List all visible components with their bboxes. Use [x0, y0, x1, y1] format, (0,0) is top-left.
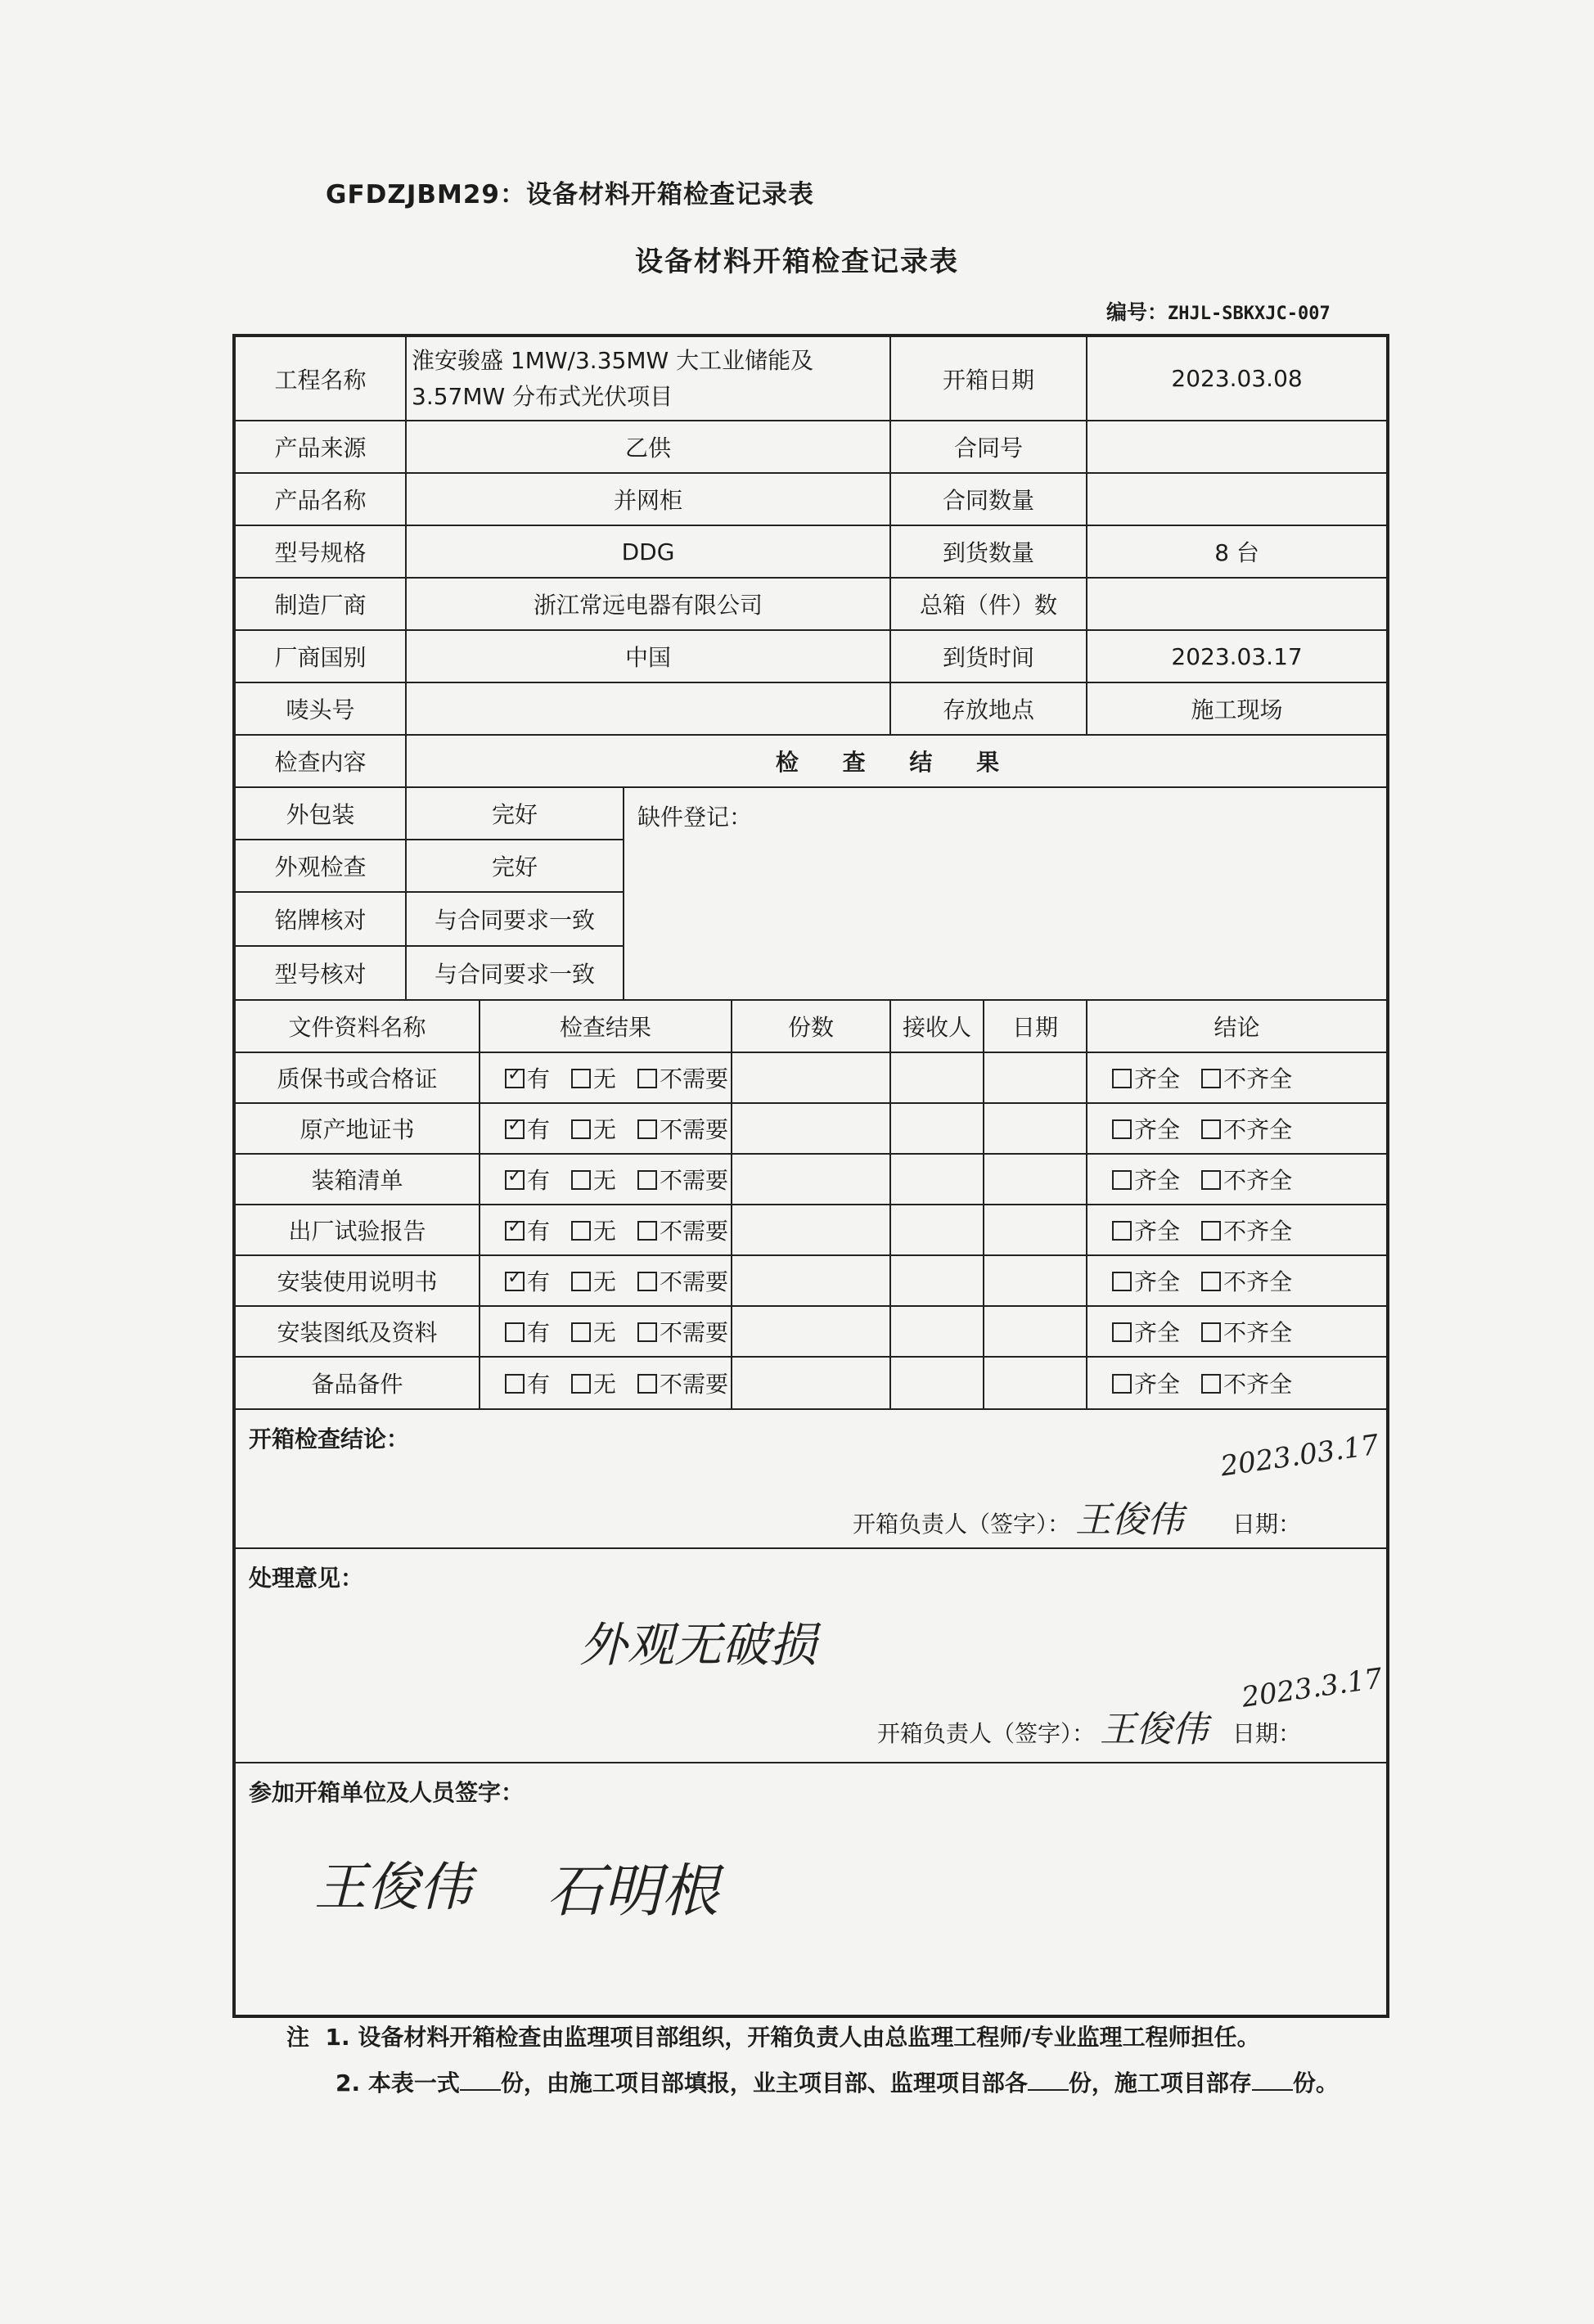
- doc-row-receiver: [890, 1052, 984, 1103]
- checkbox-not-needed[interactable]: 不需要: [637, 1112, 728, 1145]
- doc-header-receiver: 接收人: [890, 1000, 984, 1052]
- doc-row-date: [984, 1306, 1087, 1357]
- opinion-sign-label: 开箱负责人（签字）：: [877, 1720, 1096, 1747]
- doc-row-copies: [732, 1255, 890, 1306]
- doc-row-conclusion: [1087, 1154, 1388, 1205]
- arrival-time-value: 2023.03.17: [1087, 630, 1388, 682]
- checkbox-no[interactable]: 无: [571, 1112, 616, 1145]
- note-prefix: 注: [286, 2024, 310, 2051]
- doc-row-copies: [732, 1154, 890, 1205]
- conclusion-date-label: 日期：: [1232, 1511, 1302, 1538]
- checkbox-yes[interactable]: ✓ 有: [505, 1214, 550, 1246]
- doc-row-name: 安装图纸及资料: [234, 1306, 480, 1357]
- maker-value: 浙江常远电器有限公司: [406, 578, 890, 630]
- checkbox-no[interactable]: 无: [571, 1061, 616, 1094]
- doc-row-name: 装箱清单: [234, 1154, 480, 1205]
- table-row: [234, 1255, 1388, 1306]
- doc-header-copies: 份数: [732, 1000, 890, 1052]
- storage-value: 施工现场: [1087, 682, 1388, 735]
- project-name-value: 淮安骏盛 1MW/3.35MW 大工业储能及 3.57MW 分布式光伏项目: [406, 336, 890, 421]
- product-name-value: 并网柜: [406, 473, 890, 525]
- model-label: 型号规格: [234, 525, 406, 578]
- doc-row-result: [480, 1306, 732, 1357]
- doc-row-result: [480, 1357, 732, 1409]
- doc-row-copies: [732, 1052, 890, 1103]
- defect-register: [624, 787, 1388, 1000]
- checkbox-icon: [1201, 1221, 1221, 1241]
- doc-header-date: 日期: [984, 1000, 1087, 1052]
- checkbox-incomplete[interactable]: 不齐全: [1201, 1367, 1292, 1399]
- doc-row-receiver: [890, 1154, 984, 1205]
- checkbox-no[interactable]: 无: [571, 1264, 616, 1297]
- note-line-2: 2. 本表一式 份，由施工项目部填报，业主项目部、监理项目部各 份，施工项目部存 份。: [335, 2070, 1339, 2097]
- doc-row-receiver: [890, 1357, 984, 1409]
- doc-row-date: [984, 1205, 1087, 1255]
- checkbox-incomplete[interactable]: 不齐全: [1201, 1214, 1292, 1246]
- table-row: [234, 1052, 1388, 1103]
- inspection-row-value: 完好: [406, 840, 624, 892]
- checkbox-icon: [1201, 1069, 1221, 1088]
- conclusion-label: 开箱检查结论：: [249, 1425, 410, 1452]
- table-row: [234, 1154, 1388, 1205]
- open-date-value: 2023.03.08: [1087, 336, 1388, 421]
- model-value: DDG: [406, 525, 890, 578]
- checkbox-not-needed[interactable]: 不需要: [637, 1367, 728, 1399]
- checkbox-complete[interactable]: 齐全: [1112, 1112, 1180, 1145]
- country-value: 中国: [406, 630, 890, 682]
- doc-row-result: [480, 1154, 732, 1205]
- checkbox-yes[interactable]: ✓ 有: [505, 1112, 550, 1145]
- table-row: [234, 1357, 1388, 1409]
- checkbox-icon: [571, 1170, 591, 1190]
- doc-header-conclusion: 结论: [1087, 1000, 1388, 1052]
- checkbox-icon: [571, 1374, 591, 1394]
- contract-no-value: [1087, 421, 1388, 473]
- table-row: [234, 1205, 1388, 1255]
- doc-row-receiver: [890, 1306, 984, 1357]
- checkbox-icon: [1112, 1221, 1132, 1241]
- doc-row-receiver: [890, 1255, 984, 1306]
- checkbox-checked-icon: [505, 1221, 525, 1241]
- checkbox-incomplete[interactable]: 不齐全: [1201, 1315, 1292, 1348]
- contract-no-label: 合同号: [890, 421, 1087, 473]
- doc-row-date: [984, 1357, 1087, 1409]
- opinion-signature: 王俊伟: [1100, 1709, 1209, 1750]
- checkbox-icon: [637, 1272, 657, 1291]
- inspection-content-label: 检查内容: [234, 735, 406, 787]
- inspection-result-label: 检 查 结 果: [406, 735, 1388, 787]
- opinion-section: [234, 1548, 1388, 1763]
- serial-label: 编号：: [1106, 300, 1168, 324]
- opinion-handwritten: 外观无破损: [579, 1617, 817, 1673]
- checkbox-no[interactable]: 无: [571, 1214, 616, 1246]
- opinion-sign-date: 2023.3.17: [1240, 1662, 1385, 1714]
- inspection-row-label: 铭牌核对: [234, 892, 406, 946]
- doc-row-conclusion: [1087, 1306, 1388, 1357]
- doc-row-conclusion: [1087, 1103, 1388, 1154]
- checkbox-icon: [637, 1170, 657, 1190]
- opinion-sign-line: [877, 1700, 1301, 1752]
- checkbox-icon: [571, 1069, 591, 1088]
- form-notes: [286, 2015, 1339, 2106]
- box-count-value: [1087, 578, 1388, 630]
- doc-row-date: [984, 1052, 1087, 1103]
- inspection-row-label: 外包装: [234, 787, 406, 840]
- checkbox-icon: [571, 1272, 591, 1291]
- storage-label: 存放地点: [890, 682, 1087, 735]
- checkbox-icon: [1112, 1119, 1132, 1139]
- checkbox-checked-icon: [505, 1272, 525, 1291]
- checkbox-not-needed[interactable]: 不需要: [637, 1214, 728, 1246]
- checkbox-incomplete[interactable]: 不齐全: [1201, 1112, 1292, 1145]
- doc-row-result: [480, 1052, 732, 1103]
- doc-row-name: 备品备件: [234, 1357, 480, 1409]
- doc-row-date: [984, 1103, 1087, 1154]
- inspection-row-value: 完好: [406, 787, 624, 840]
- checkbox-icon: [1201, 1322, 1221, 1342]
- doc-row-date: [984, 1255, 1087, 1306]
- conclusion-sign-label: 开箱负责人（签字）：: [853, 1511, 1071, 1538]
- checkbox-incomplete[interactable]: 不齐全: [1201, 1264, 1292, 1297]
- checkbox-not-needed[interactable]: 不需要: [637, 1061, 728, 1094]
- serial-number: [1106, 296, 1331, 326]
- checkbox-icon: [1201, 1170, 1221, 1190]
- checkbox-icon: [637, 1069, 657, 1088]
- doc-row-result: [480, 1205, 732, 1255]
- arrival-qty-value: 8 台: [1087, 525, 1388, 578]
- table-row: [234, 1306, 1388, 1357]
- checkbox-icon: [505, 1322, 525, 1342]
- checkbox-icon: [1112, 1069, 1132, 1088]
- checkbox-not-needed[interactable]: 不需要: [637, 1264, 728, 1297]
- product-name-label: 产品名称: [234, 473, 406, 525]
- checkbox-icon: [637, 1221, 657, 1241]
- contract-qty-value: [1087, 473, 1388, 525]
- checkbox-not-needed[interactable]: 不需要: [637, 1163, 728, 1196]
- doc-header-result: 检查结果: [480, 1000, 732, 1052]
- contract-qty-label: 合同数量: [890, 473, 1087, 525]
- checkbox-icon: [637, 1322, 657, 1342]
- checkbox-complete[interactable]: 齐全: [1112, 1315, 1180, 1348]
- checkbox-yes[interactable]: ✓ 有: [505, 1163, 550, 1196]
- checkbox-icon: [1112, 1322, 1132, 1342]
- doc-code: GFDZJBM29：设备材料开箱检查记录表: [326, 180, 814, 209]
- conclusion-section: [234, 1409, 1388, 1548]
- mark-label: 唛头号: [234, 682, 406, 735]
- doc-row-conclusion: [1087, 1052, 1388, 1103]
- inspection-row-label: 型号核对: [234, 946, 406, 1000]
- checkbox-yes[interactable]: 有: [505, 1367, 550, 1399]
- checkbox-complete[interactable]: 齐全: [1112, 1367, 1180, 1399]
- table-row: [234, 1103, 1388, 1154]
- checkbox-no[interactable]: 无: [571, 1315, 616, 1348]
- inspection-row-value: 与合同要求一致: [406, 946, 624, 1000]
- doc-row-copies: [732, 1103, 890, 1154]
- opinion-label: 处理意见：: [249, 1565, 364, 1592]
- checkbox-icon: [1112, 1170, 1132, 1190]
- conclusion-signature: 王俊伟: [1075, 1499, 1184, 1541]
- checkbox-complete[interactable]: 齐全: [1112, 1214, 1180, 1246]
- checkbox-icon: [571, 1119, 591, 1139]
- checkbox-yes[interactable]: ✓ 有: [505, 1061, 550, 1094]
- checkbox-icon: [1201, 1374, 1221, 1394]
- checkbox-incomplete[interactable]: 不齐全: [1201, 1163, 1292, 1196]
- doc-row-conclusion: [1087, 1357, 1388, 1409]
- participant-signature-2: 石明根: [547, 1858, 718, 1925]
- checkbox-checked-icon: [505, 1119, 525, 1139]
- doc-row-name: 安装使用说明书: [234, 1255, 480, 1306]
- mark-value: [406, 682, 890, 735]
- checkbox-checked-icon: [505, 1170, 525, 1190]
- serial-value: ZHJL-SBKXJC-007: [1168, 304, 1331, 324]
- project-name-label: 工程名称: [234, 336, 406, 421]
- doc-row-copies: [732, 1357, 890, 1409]
- doc-header-name: 文件资料名称: [234, 1000, 480, 1052]
- checkbox-icon: [637, 1119, 657, 1139]
- checkbox-incomplete[interactable]: 不齐全: [1201, 1061, 1292, 1094]
- note-line-1: 注 1. 设备材料开箱检查由监理项目部组织，开箱负责人由总监理工程师/专业监理工程师担任。: [286, 2024, 1260, 2051]
- participants-label: 参加开箱单位及人员签字：: [249, 1779, 525, 1806]
- checkbox-complete[interactable]: 齐全: [1112, 1061, 1180, 1094]
- open-date-label: 开箱日期: [890, 336, 1087, 421]
- checkbox-icon: [571, 1322, 591, 1342]
- source-value: 乙供: [406, 421, 890, 473]
- checkbox-not-needed[interactable]: 不需要: [637, 1315, 728, 1348]
- doc-row-name: 出厂试验报告: [234, 1205, 480, 1255]
- doc-row-conclusion: [1087, 1255, 1388, 1306]
- source-label: 产品来源: [234, 421, 406, 473]
- checkbox-icon: [505, 1374, 525, 1394]
- doc-row-date: [984, 1154, 1087, 1205]
- checkbox-no[interactable]: 无: [571, 1367, 616, 1399]
- doc-row-copies: [732, 1205, 890, 1255]
- inspection-row-label: 外观检查: [234, 840, 406, 892]
- box-count-label: 总箱（件）数: [890, 578, 1087, 630]
- doc-row-result: [480, 1103, 732, 1154]
- doc-row-name: 质保书或合格证: [234, 1052, 480, 1103]
- checkbox-complete[interactable]: 齐全: [1112, 1163, 1180, 1196]
- checkbox-icon: [1112, 1272, 1132, 1291]
- doc-row-receiver: [890, 1103, 984, 1154]
- checkbox-icon: [1201, 1272, 1221, 1291]
- participant-signature-1: 王俊伟: [314, 1858, 471, 1918]
- checkbox-icon: [1112, 1374, 1132, 1394]
- maker-label: 制造厂商: [234, 578, 406, 630]
- doc-row-conclusion: [1087, 1205, 1388, 1255]
- checkbox-icon: [1201, 1119, 1221, 1139]
- inspection-form-table: [232, 334, 1389, 2018]
- checkbox-yes[interactable]: ✓ 有: [505, 1264, 550, 1297]
- country-label: 厂商国别: [234, 630, 406, 682]
- checkbox-no[interactable]: 无: [571, 1163, 616, 1196]
- arrival-time-label: 到货时间: [890, 630, 1087, 682]
- doc-row-receiver: [890, 1205, 984, 1255]
- checkbox-complete[interactable]: 齐全: [1112, 1264, 1180, 1297]
- defect-label: 缺件登记：: [637, 804, 753, 831]
- conclusion-sign-date: 2023.03.17: [1218, 1428, 1381, 1484]
- participants-section: [234, 1763, 1388, 2016]
- doc-row-name: 原产地证书: [234, 1103, 480, 1154]
- checkbox-checked-icon: [505, 1069, 525, 1088]
- doc-title: 设备材料开箱检查记录表: [635, 245, 959, 278]
- arrival-qty-label: 到货数量: [890, 525, 1087, 578]
- opinion-date-label: 日期：: [1232, 1720, 1302, 1747]
- checkbox-yes[interactable]: 有: [505, 1315, 550, 1348]
- doc-row-copies: [732, 1306, 890, 1357]
- checkbox-icon: [637, 1374, 657, 1394]
- doc-row-result: [480, 1255, 732, 1306]
- inspection-row-value: 与合同要求一致: [406, 892, 624, 946]
- checkbox-icon: [571, 1221, 591, 1241]
- conclusion-sign-line: [853, 1490, 1301, 1543]
